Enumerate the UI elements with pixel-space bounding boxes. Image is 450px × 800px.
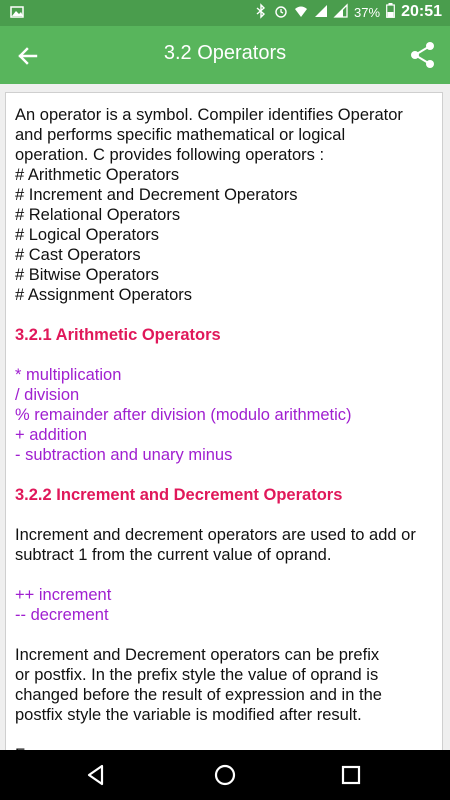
clock: 20:51 [401, 3, 442, 20]
signal-icon [314, 4, 328, 21]
alarm-icon [274, 4, 288, 21]
increment-item: -- decrement [15, 606, 109, 624]
section-heading-increment: 3.2.2 Increment and Decrement Operators [15, 486, 343, 504]
paragraph-line: Increment and Decrement operators can be prefix [15, 646, 380, 664]
intro-line: operation. C provides following operators : [15, 146, 325, 164]
intro-line: An operator is a symbol. Compiler identifies Operator [15, 106, 403, 124]
arithmetic-item: + addition [15, 426, 88, 444]
paragraph-line: subtract 1 from the current value of oprand. [15, 546, 332, 564]
operator-list-item: # Cast Operators [15, 246, 141, 264]
arithmetic-item: / division [15, 386, 80, 404]
battery-icon [386, 3, 395, 21]
share-icon[interactable] [408, 40, 438, 70]
paragraph-line: changed before the result of expression and in the [15, 686, 382, 704]
arithmetic-item: % remainder after division (modulo arithmetic) [15, 406, 352, 424]
page-title: 3.2 Operators [163, 42, 287, 64]
arithmetic-item: * multiplication [15, 366, 122, 384]
home-circle-icon[interactable] [213, 763, 237, 787]
wifi-icon [294, 4, 308, 21]
operator-list-item: # Assignment Operators [15, 286, 193, 304]
gallery-notification-icon [10, 5, 24, 22]
content-area[interactable] [0, 84, 450, 750]
operator-list-item: # Bitwise Operators [15, 266, 159, 284]
operator-list-item: # Increment and Decrement Operators [15, 186, 298, 204]
navigation-bar [0, 750, 450, 800]
operator-list-item: # Arithmetic Operators [15, 166, 180, 184]
back-triangle-icon[interactable] [84, 763, 108, 787]
content-card [5, 92, 443, 754]
operator-list-item: # Relational Operators [15, 206, 181, 224]
increment-item: ++ increment [15, 586, 112, 604]
paragraph-line: or postfix. In the prefix style the value of oprand is [15, 666, 379, 684]
arithmetic-item: - subtraction and unary minus [15, 446, 233, 464]
intro-line: and performs specific mathematical or logical [15, 126, 346, 144]
paragraph-line: postfix style the variable is modified after result. [15, 706, 362, 724]
operator-list-item: # Logical Operators [15, 226, 159, 244]
paragraph-line: Increment and decrement operators are used to add or [15, 526, 416, 544]
bluetooth-icon [254, 4, 268, 21]
battery-percent: 37% [354, 4, 381, 20]
signal-icon-2 [334, 4, 348, 21]
section-heading-arithmetic: 3.2.1 Arithmetic Operators [15, 326, 221, 344]
app-bar [0, 26, 450, 84]
status-bar [0, 0, 450, 26]
recents-square-icon[interactable] [339, 763, 363, 787]
